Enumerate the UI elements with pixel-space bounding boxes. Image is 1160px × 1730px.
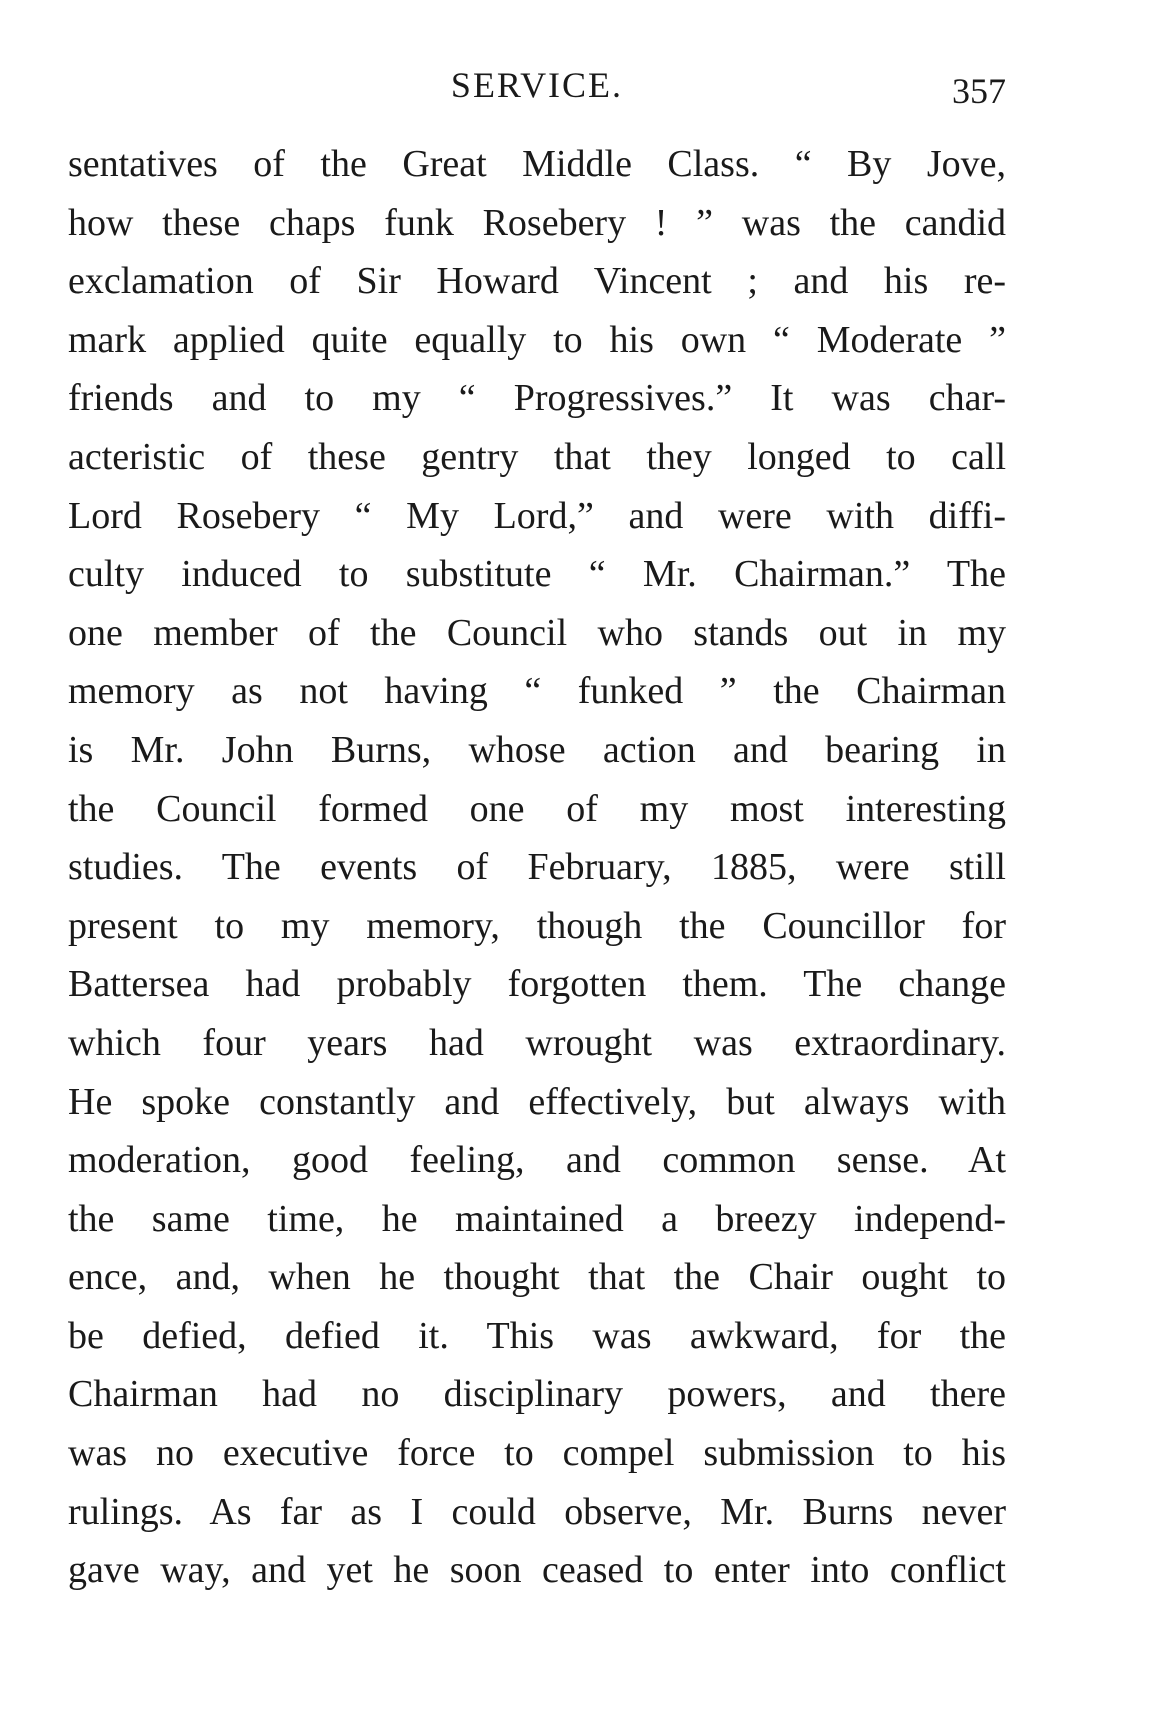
text-line: friends and to my “ Progressives.” It was char- — [68, 377, 1006, 420]
text-line: the same time, he maintained a breezy independ- — [68, 1197, 1006, 1240]
text-line: present to my memory, though the Councillor for — [68, 904, 1006, 947]
text-line: Lord Rosebery “ My Lord,” and were with diffi- — [68, 494, 1006, 537]
text-line: ence, and, when he thought that the Chair ought to — [68, 1256, 1006, 1299]
text-line: Battersea had probably forgotten them. The change — [68, 963, 1006, 1006]
text-line: acteristic of these gentry that they longed to call — [68, 435, 1006, 478]
text-line: rulings. As far as I could observe, Mr. Burns never — [68, 1490, 1006, 1533]
text-line: how these chaps funk Rosebery ! ” was the candid — [68, 201, 1006, 244]
text-line: one member of the Council who stands out in my — [68, 611, 1006, 654]
body-text — [68, 135, 1006, 1600]
running-title: SERVICE. — [450, 65, 624, 105]
text-line: culty induced to substitute “ Mr. Chairman.” The — [68, 553, 1006, 596]
page-number: 357 — [952, 71, 1006, 111]
text-line: which four years had wrought was extraordinary. — [68, 1021, 1006, 1064]
text-line: He spoke constantly and effectively, but always with — [68, 1080, 1006, 1123]
text-line: mark applied quite equally to his own “ Moderate ” — [68, 318, 1006, 361]
text-line: sentatives of the Great Middle Class. “ By Jove, — [68, 143, 1006, 185]
text-line: moderation, good feeling, and common sense. At — [68, 1139, 1006, 1182]
text-line: be defied, defied it. This was awkward, for the — [68, 1314, 1006, 1357]
text-line: studies. The events of February, 1885, were still — [68, 846, 1006, 889]
text-line: was no executive force to compel submission to his — [68, 1432, 1006, 1475]
text-line: the Council formed one of my most interesting — [68, 787, 1006, 830]
text-line: Chairman had no disciplinary powers, and there — [68, 1373, 1006, 1416]
text-line: is Mr. John Burns, whose action and bearing in — [68, 728, 1006, 771]
text-line: memory as not having “ funked ” the Chairman — [68, 670, 1006, 713]
running-head — [68, 60, 1006, 110]
text-line: exclamation of Sir Howard Vincent ; and his re- — [68, 260, 1006, 303]
text-line: gave way, and yet he soon ceased to enter into conflict — [68, 1549, 1006, 1592]
